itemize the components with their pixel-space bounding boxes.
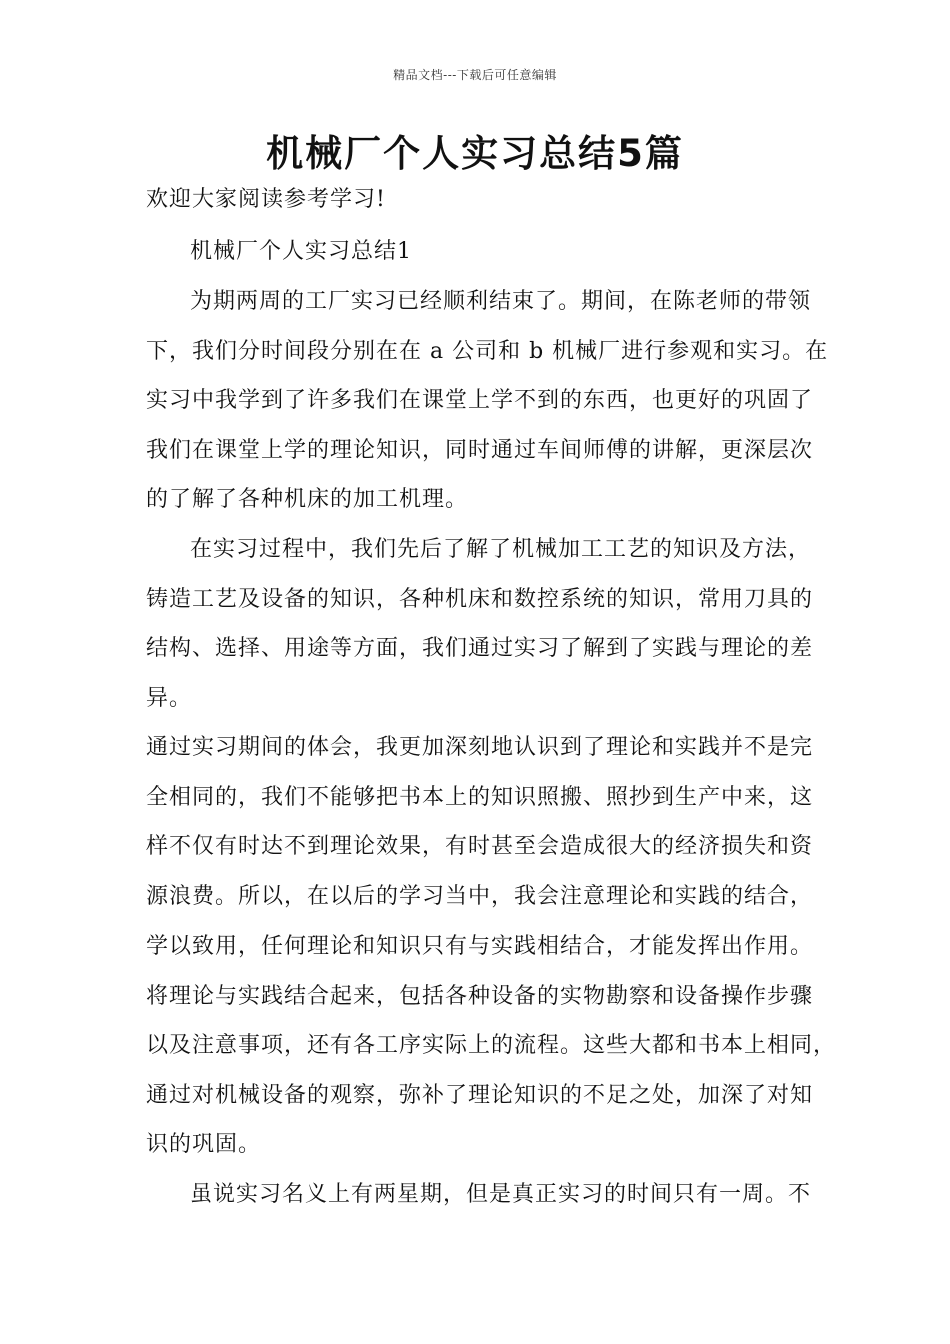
paragraph-line: 虽说实习名义上有两星期，但是真正实习的时间只有一周。不 (190, 1182, 812, 1207)
section-heading: 机械厂个人实习总结1 (190, 239, 412, 264)
paragraph-line: 样不仅有时达不到理论效果，有时甚至会造成很大的经济损失和资 (146, 834, 814, 859)
paragraph-line: 异。 (146, 686, 193, 711)
paragraph-line: 将理论与实践结合起来，包括各种设备的实物勘察和设备操作步骤 (146, 984, 814, 1009)
intro-line: 欢迎大家阅读参考学习! (146, 187, 386, 212)
paragraph-line: 下，我们分时间段分别在在 a 公司和 b 机械厂进行参观和实习。在 (146, 339, 829, 364)
paragraph-line: 为期两周的工厂实习已经顺利结束了。期间，在陈老师的带领 (190, 289, 812, 314)
paragraph-line: 通过对机械设备的观察，弥补了理论知识的不足之处，加深了对知 (146, 1083, 814, 1108)
paragraph-line: 铸造工艺及设备的知识，各种机床和数控系统的知识，常用刀具的 (146, 587, 814, 612)
paragraph-line: 的了解了各种机床的加工机理。 (146, 487, 469, 512)
paragraph-line: 源浪费。所以，在以后的学习当中，我会注意理论和实践的结合， (146, 884, 814, 909)
paragraph-line: 实习中我学到了许多我们在课堂上学不到的东西，也更好的巩固了 (146, 388, 814, 413)
paragraph-line: 我们在课堂上学的理论知识，同时通过车间师傅的讲解，更深层次 (146, 438, 814, 463)
header-note: 精品文档---下载后可任意编辑 (393, 68, 557, 82)
paragraph-line: 结构、选择、用途等方面，我们通过实习了解到了实践与理论的差 (146, 636, 814, 661)
document-title: 机械厂个人实习总结5篇 (266, 132, 684, 175)
paragraph-line: 在实习过程中，我们先后了解了机械加工工艺的知识及方法， (190, 537, 812, 562)
paragraph-line: 全相同的，我们不能够把书本上的知识照搬、照抄到生产中来，这 (146, 785, 814, 810)
paragraph-line: 识的巩固。 (146, 1132, 262, 1157)
paragraph-line: 通过实习期间的体会，我更加深刻地认识到了理论和实践并不是完 (146, 735, 814, 760)
paragraph-line: 学以致用，任何理论和知识只有与实践相结合，才能发挥出作用。 (146, 934, 814, 959)
paragraph-line: 以及注意事项，还有各工序实际上的流程。这些大都和书本上相同， (146, 1033, 837, 1058)
